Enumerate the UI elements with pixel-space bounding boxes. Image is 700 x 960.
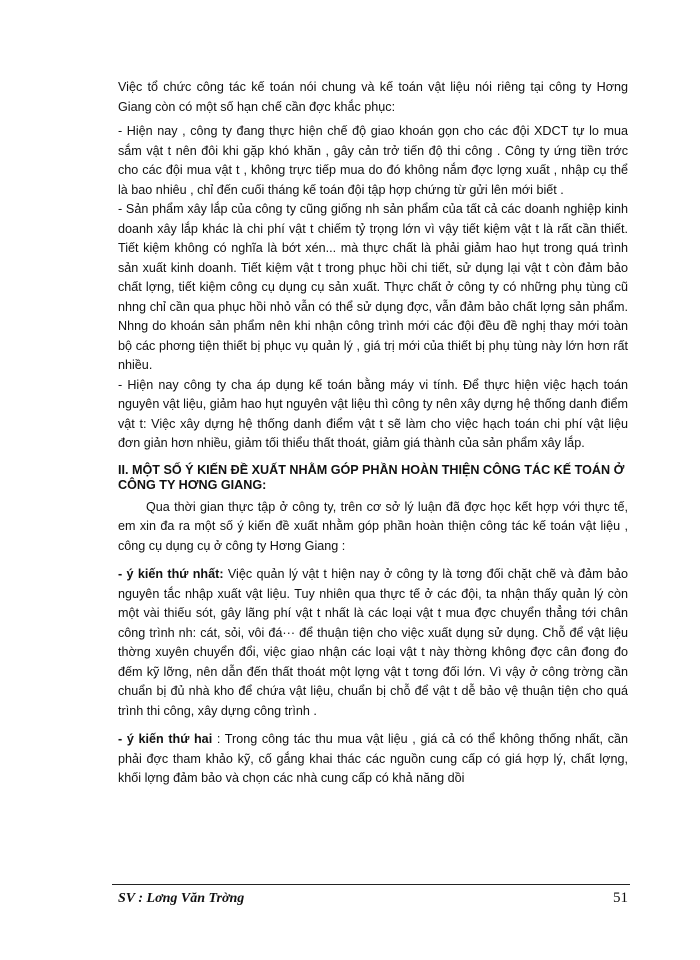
proposal-1-lead: - ý kiến thứ nhất:	[118, 567, 224, 581]
proposal-intro-paragraph: Qua thời gian thực tập ở công ty, trên cơ sở lý luận đã đợc học kết hợp với thực tế, em xin đa ra một số ý kiến đề xuất nhằm góp phần hoàn thiện công tác kế toán vật liệu , công cụ dụng cụ ở công ty Hơng Giang :	[118, 499, 628, 553]
proposal-paragraph-1	[118, 565, 628, 721]
page-number: 51	[613, 890, 628, 906]
body-text	[118, 78, 628, 789]
footer-author: SV : Lơng Văn Trờng	[118, 891, 245, 906]
issue-paragraph-2: - Sản phẩm xây lắp của công ty cũng giống nh sản phẩm của tất cả các doanh nghiệp kinh doanh xây lắp khác là chi phí vật t chiếm tỷ trọng lớn vì vậy tiết kiệm vật t là rất cần thiết. Tiết kiệm không có nghĩa là bớt xén... mà thực chất là phải giảm hao hụt trong quá trình sản xuất kinh doanh. Tiết kiệm vật t trong phục hồi chi tiết, sử dụng lại vật t còn đảm bảo chất lợng, tiết kiệm công cụ dụng cụ sản xuất. Thực chất ở công ty có những phụ tùng cũ nhng chỉ cần qua phục hồi nhỏ vẫn có thể sử dụng đợc, vẫn đảm bảo chất lợng sản phẩm. Nhng do khoán sản phẩm nên khi nhận công trình mới các đội đều đề nghị thay mới toàn bộ các phơng tiện thiết bị phục vụ quản lý , giá trị mới của thiết bị phụ tùng này lớn hơn rất nhiều.	[118, 202, 628, 372]
proposal-paragraph-2	[118, 730, 628, 789]
issue-paragraph-3: - Hiện nay công ty cha áp dụng kế toán bằng máy vi tính. Để thực hiện việc hạch toán nguyên vật liệu, giảm hao hụt nguyên vật liệu thì công ty nên xây dựng hệ thống danh điểm vật t: Việc xây dựng hệ thống danh điểm vật t sẽ làm cho việc hạch toán chi phí vật liệu đơn giản hơn nhiều, giảm tối thiểu thất thoát, giảm giá thành của sản phẩm xây lắp.	[118, 377, 628, 450]
section-heading: II. MỘT SỐ Ý KIẾN ĐỀ XUẤT NHẰM GÓP PHẦN HOÀN THIỆN CÔNG TÁC KẾ TOÁN Ở CÔNG TY HƠNG GIANG:	[118, 462, 625, 492]
issue-paragraph-1: - Hiện nay , công ty đang thực hiện chế độ giao khoán gọn cho các đội XDCT tự lo mua sắm vật t nên đôi khi gặp khó khăn , gây cản trở tiến độ thi công . Công ty ứng tiền trớc cho các đội mua vật t , không trực tiếp mua do đó không nắm đợc lợng xuất , nhập cụ thể là bao nhiêu , chỉ đến cuối tháng kế toán đội tập hợp chứng từ gửi lên mới biết .	[118, 124, 628, 197]
proposal-2-lead: - ý kiến thứ hai	[118, 732, 213, 746]
proposal-1-body: Việc quản lý vật t hiện nay ở công ty là tơng đối chặt chẽ và đảm bảo nguyên tắc nhập xuất vật liệu. Tuy nhiên qua thực tế ở các đội, ta nhận thấy quản lý còn một vài thiếu sót, gây lãng phí vật t nhất là các loại vật t mua đợc chuyển thẳng tới chân công trình nh: cát, sỏi, vôi đá··· để thuận tiện cho việc xuất dụng sử dụng. Chỗ để vật liệu thờng xuyên chuyển đổi, việc giao nhận các loại vật t này thờng không đợc cân đong đo đếm kỹ lỡng, nên dẫn đến thất thoát một lợng vật t tơng đối lớn. Vì vậy ở công trờng cần chuẩn bị đủ nhà kho để chứa vật liệu, chuẩn bị chỗ để vật t dễ bảo vệ thuận tiện cho quá trình thi công, xây dựng công trình .	[118, 567, 628, 718]
intro-paragraph: Việc tổ chức công tác kế toán nói chung và kế toán vật liệu nói riêng tại công ty Hơng Giang còn có một số hạn chế cần đợc khắc phục:	[118, 80, 628, 114]
proposal-2-body: : Trong công tác thu mua vật liệu , giá cả có thể không thống nhất, cần phải đợc tham khảo kỹ, cố gắng khai thác các nguồn cung cấp có giá hợp lý, chất lợng, khối lợng đảm bảo và chọn các nhà cung cấp có khả năng dồi	[118, 732, 628, 785]
footer-rule	[112, 884, 630, 885]
